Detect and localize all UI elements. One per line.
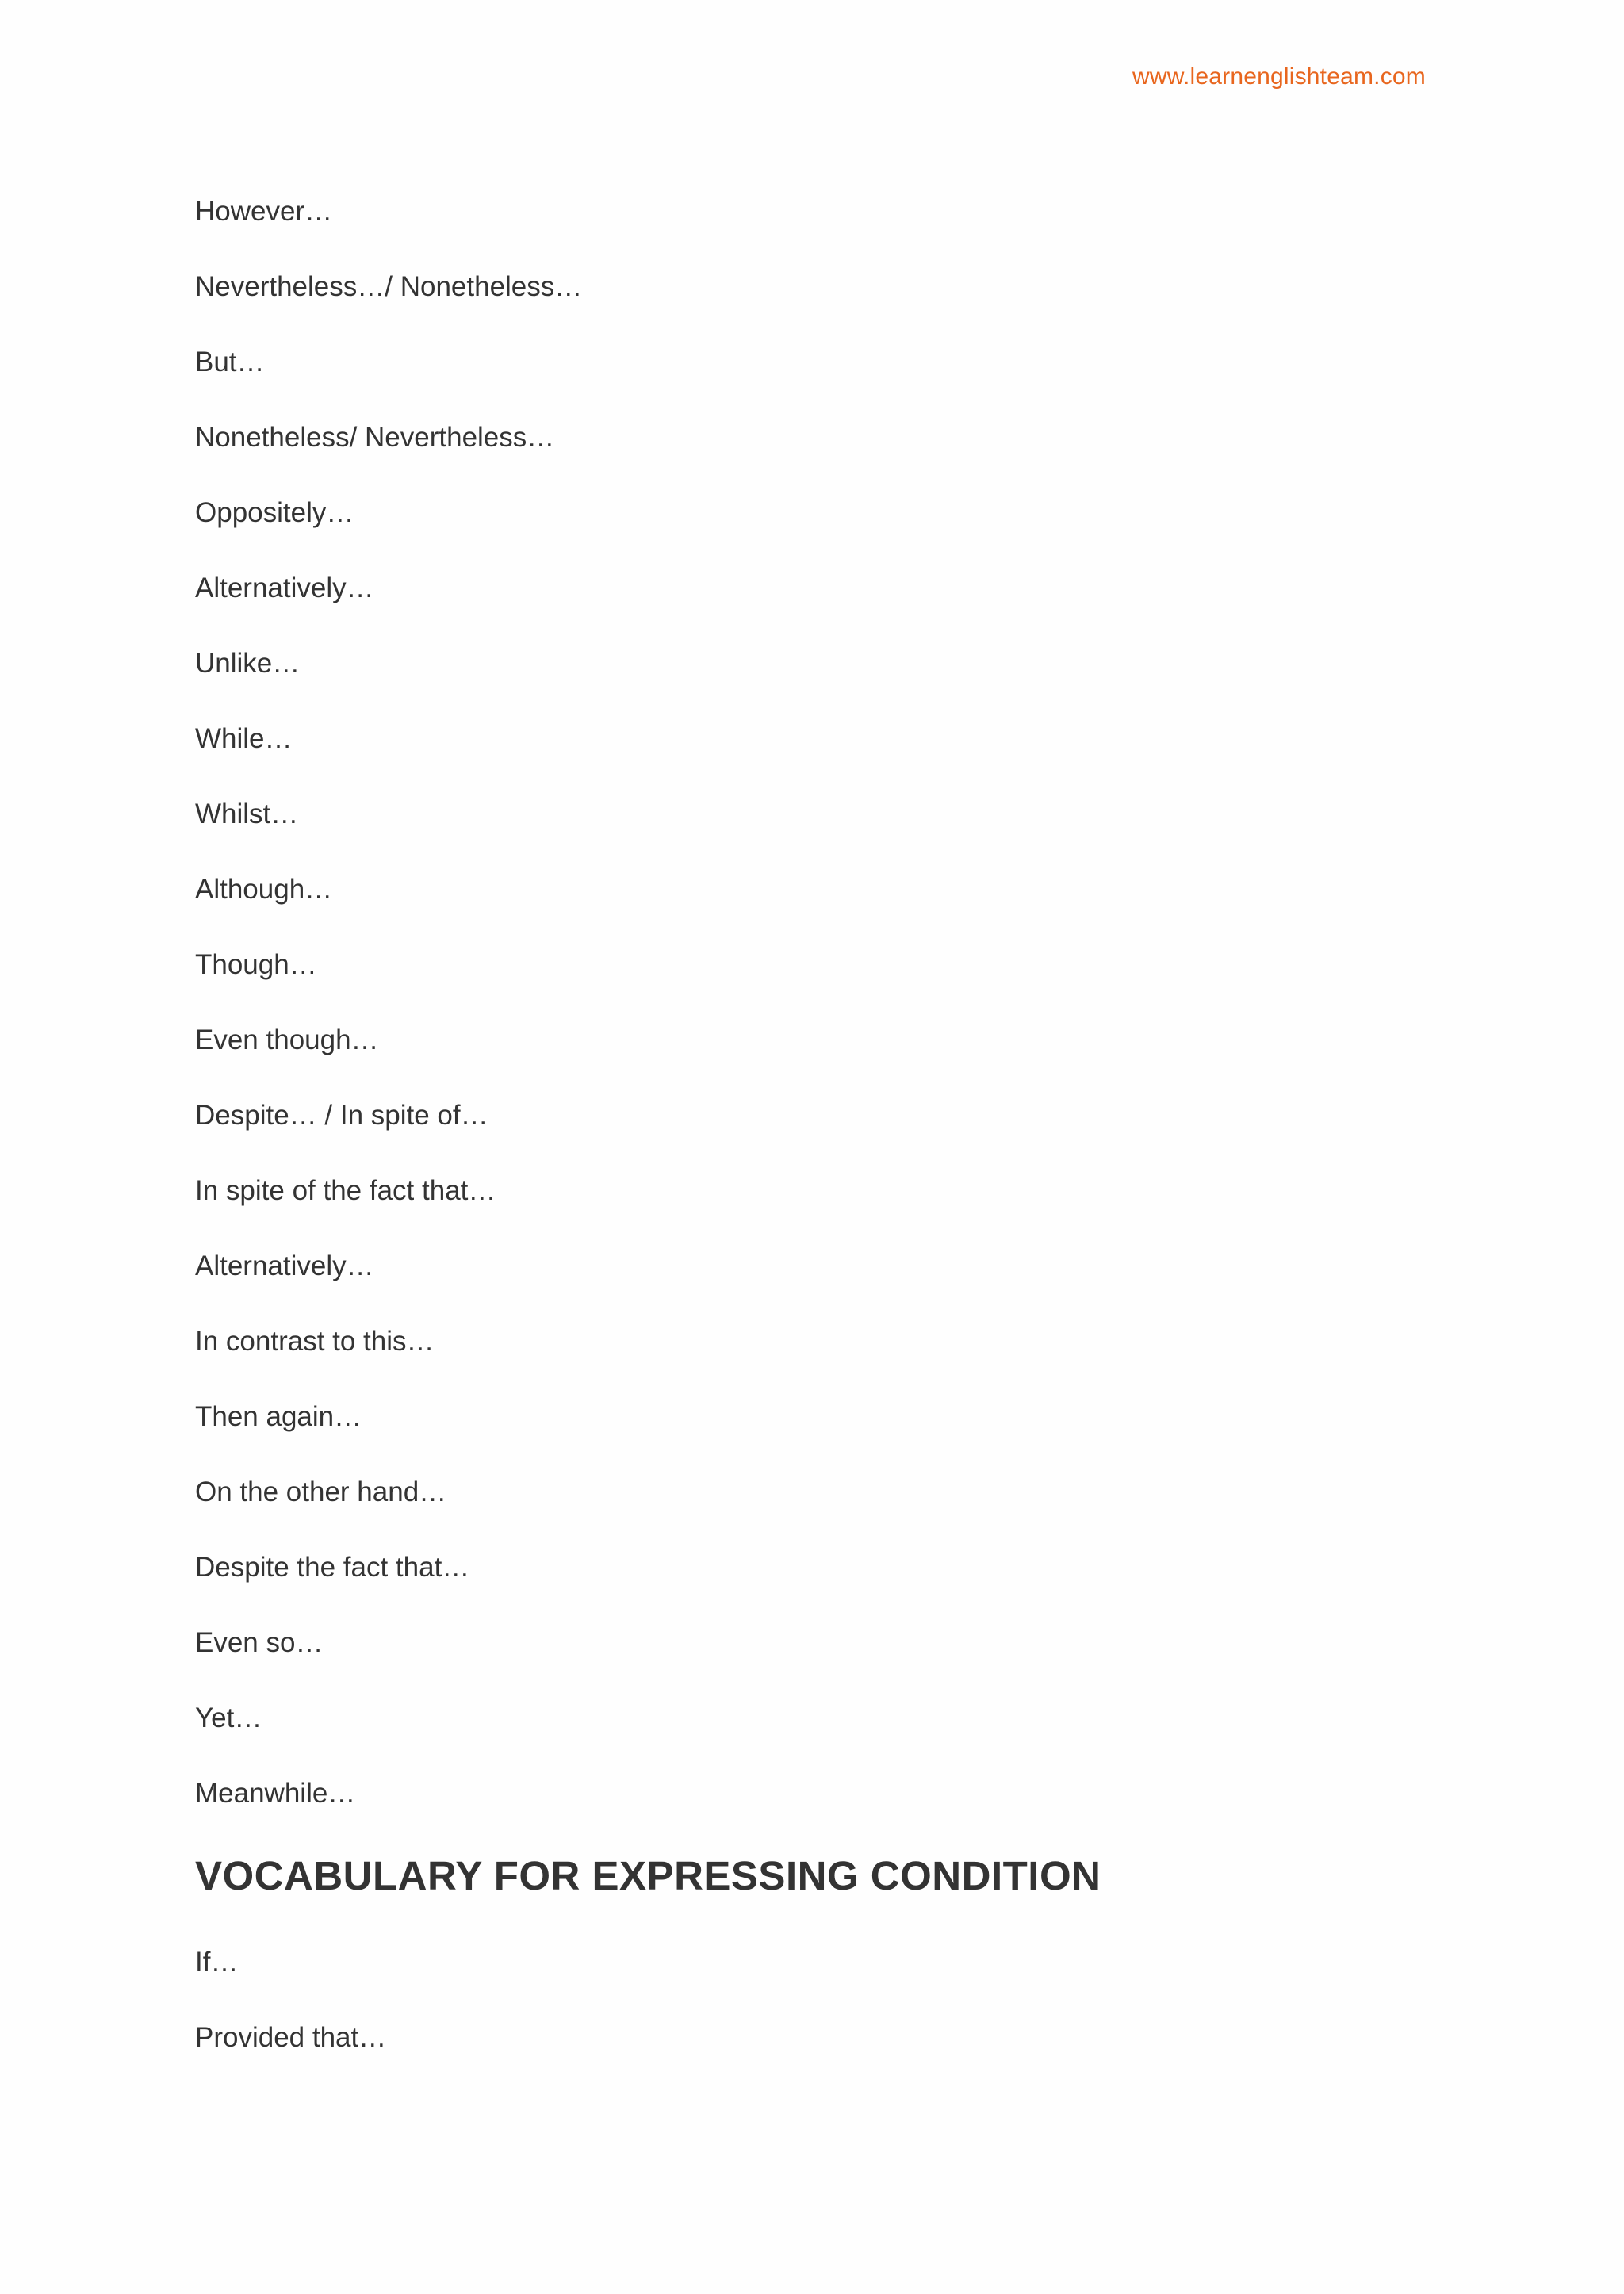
list-item: On the other hand… xyxy=(195,1476,447,1507)
list-item: While… xyxy=(195,723,293,754)
list-item: Provided that… xyxy=(195,2022,387,2053)
list-item: In spite of the fact that… xyxy=(195,1175,496,1206)
list-item: Alternatively… xyxy=(195,1250,374,1281)
page-content xyxy=(195,195,1432,2097)
contrast-phrase-list xyxy=(195,195,1432,1810)
list-item: Meanwhile… xyxy=(195,1778,356,1809)
list-item: Nonetheless/ Nevertheless… xyxy=(195,422,555,453)
list-item: Yet… xyxy=(195,1702,262,1733)
list-item: Unlike… xyxy=(195,648,301,679)
list-item: Even so… xyxy=(195,1627,324,1658)
list-item: Then again… xyxy=(195,1401,362,1432)
list-item: But… xyxy=(195,347,265,377)
list-item: Alternatively… xyxy=(195,573,374,603)
list-item: Nevertheless…/ Nonetheless… xyxy=(195,271,583,302)
list-item: Although… xyxy=(195,874,333,905)
list-item: Whilst… xyxy=(195,798,299,829)
list-item: Even though… xyxy=(195,1024,379,1055)
list-item: Despite the fact that… xyxy=(195,1552,470,1583)
condition-phrase-list xyxy=(195,1946,1432,2054)
site-link[interactable]: www.learnenglishteam.com xyxy=(1132,63,1426,90)
list-item: If… xyxy=(195,1947,239,1978)
list-item: However… xyxy=(195,196,333,227)
list-item: In contrast to this… xyxy=(195,1326,435,1357)
list-item: Though… xyxy=(195,949,317,980)
condition-section-heading: VOCABULARY FOR EXPRESSING CONDITION xyxy=(195,1853,1101,1898)
list-item: Oppositely… xyxy=(195,497,354,528)
list-item: Despite… / In spite of… xyxy=(195,1100,488,1131)
